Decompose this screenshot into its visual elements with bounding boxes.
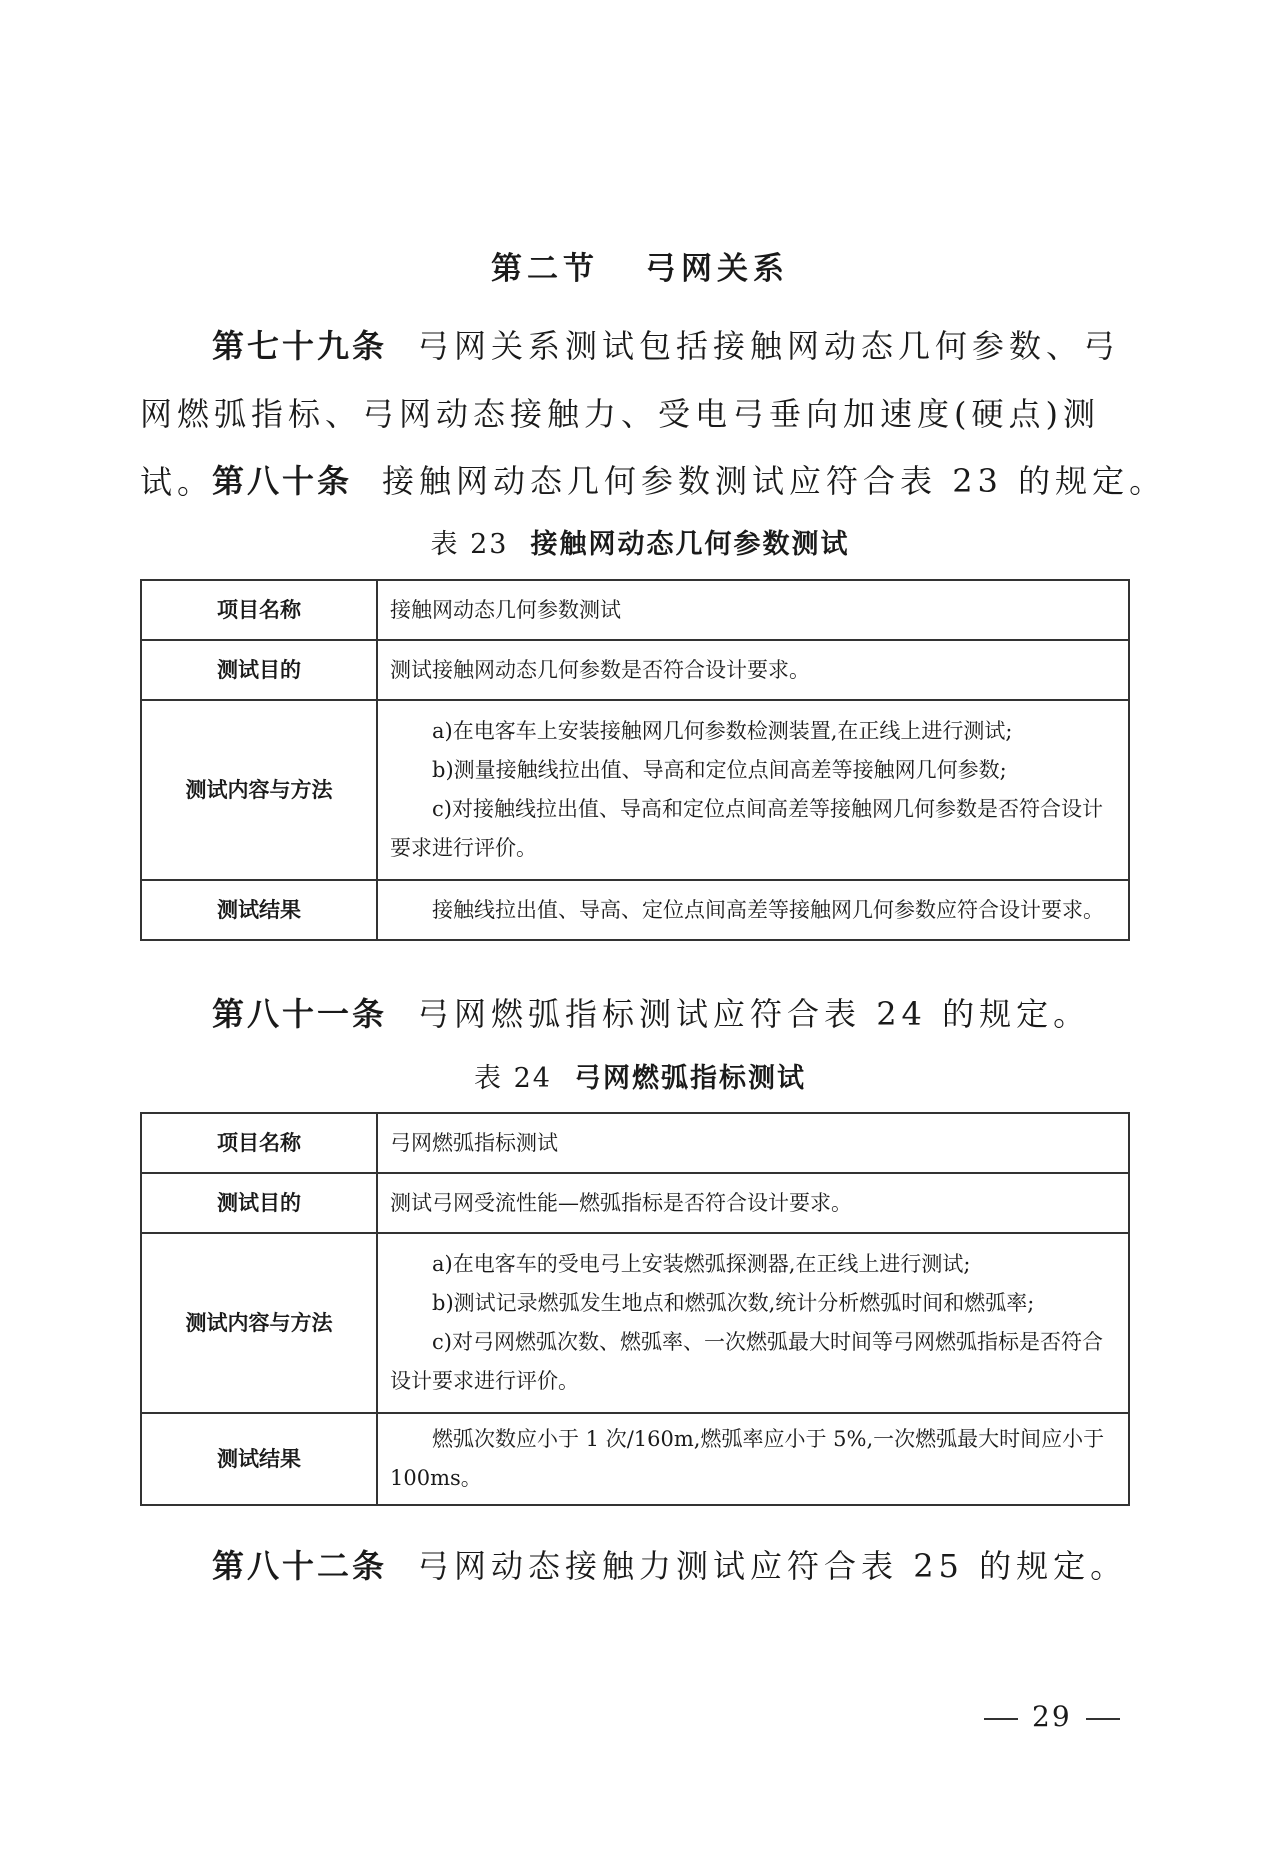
- row-value: [377, 1173, 1129, 1233]
- page-number-value: 29: [1032, 1700, 1072, 1733]
- table-row: [141, 1233, 1129, 1413]
- table-24-caption: [0, 1056, 1280, 1095]
- article-number: 第八十二条: [212, 1547, 388, 1585]
- article-number: 第八十一条: [212, 995, 388, 1033]
- article-number: 第八十条: [212, 462, 353, 500]
- row-value: [377, 1113, 1129, 1173]
- row-label: 测试目的: [141, 1173, 377, 1233]
- row-value: [377, 1233, 1129, 1413]
- article-number: 第七十九条: [212, 327, 388, 365]
- value-line: a)在电客车的受电弓上安装燃弧探测器,在正线上进行测试;: [432, 1252, 971, 1276]
- dash-left: [984, 1718, 1018, 1720]
- table-23-caption: [0, 522, 1280, 561]
- section-prefix: 第二节: [491, 251, 599, 287]
- table-row: [141, 1173, 1129, 1233]
- table-row: [141, 880, 1129, 940]
- value-line: c)对接触线拉出值、导高和定位点间高差等接触网几何参数是否符合设计要求进行评价。: [390, 797, 1103, 860]
- value-line: c)对弓网燃弧次数、燃弧率、一次燃弧最大时间等弓网燃弧指标是否符合设计要求进行评价。: [390, 1330, 1103, 1393]
- value-line: 燃弧次数应小于 1 次/160m,燃弧率应小于 5%,一次燃弧最大时间应小于 100ms。: [390, 1427, 1105, 1490]
- table-row: [141, 1113, 1129, 1173]
- article-82: [140, 1532, 1140, 1600]
- value-line: a)在电客车上安装接触网几何参数检测装置,在正线上进行测试;: [432, 719, 1013, 743]
- row-value: [377, 880, 1129, 940]
- value-line: 接触线拉出值、导高、定位点间高差等接触网几何参数应符合设计要求。: [432, 897, 1104, 922]
- table-row: [141, 640, 1129, 700]
- section-title: [0, 243, 1280, 288]
- table-caption-number: 表 24: [474, 1063, 552, 1094]
- table-row: [141, 580, 1129, 640]
- article-text: 弓网动态接触力测试应符合表 25 的规定。: [417, 1547, 1128, 1585]
- article-text: 弓网燃弧指标测试应符合表 24 的规定。: [417, 995, 1091, 1033]
- article-text: 接触网动态几何参数测试应符合表 23 的规定。: [382, 462, 1167, 500]
- table-row: [141, 1413, 1129, 1505]
- value-line: 接触网动态几何参数测试: [390, 597, 621, 622]
- value-line: b)测试记录燃弧发生地点和燃弧次数,统计分析燃弧时间和燃弧率;: [432, 1291, 1035, 1315]
- article-text: 弓网关系测试包括接触网动态几何参数、弓网燃弧指标、弓网动态接触力、受电弓垂向加速度(硬点)测试。: [140, 327, 1121, 501]
- row-label: 测试结果: [141, 880, 377, 940]
- table-row: [141, 700, 1129, 880]
- table-caption-number: 表 23: [430, 529, 509, 560]
- value-line: 弓网燃弧指标测试: [390, 1130, 558, 1155]
- row-label: 项目名称: [141, 1113, 377, 1173]
- page-number: [970, 1700, 1134, 1733]
- row-label: 测试目的: [141, 640, 377, 700]
- table-24: [140, 1112, 1130, 1506]
- article-81: [140, 980, 1140, 1048]
- section-name: 弓网关系: [645, 251, 789, 287]
- value-line: 测试接触网动态几何参数是否符合设计要求。: [390, 657, 810, 682]
- row-label: 测试内容与方法: [141, 1233, 377, 1413]
- row-value: [377, 1413, 1129, 1505]
- table-caption-title: 弓网燃弧指标测试: [573, 1063, 806, 1094]
- article-80: [140, 447, 1167, 515]
- row-value: [377, 700, 1129, 880]
- value-line: b)测量接触线拉出值、导高和定位点间高差等接触网几何参数;: [432, 758, 1007, 782]
- row-label: 测试内容与方法: [141, 700, 377, 880]
- row-value: [377, 640, 1129, 700]
- value-line: 测试弓网受流性能—燃弧指标是否符合设计要求。: [390, 1190, 852, 1215]
- table-23: [140, 579, 1130, 941]
- row-label: 测试结果: [141, 1413, 377, 1505]
- row-value: [377, 580, 1129, 640]
- table-caption-title: 接触网动态几何参数测试: [530, 529, 850, 560]
- row-label: 项目名称: [141, 580, 377, 640]
- dash-right: [1086, 1718, 1120, 1720]
